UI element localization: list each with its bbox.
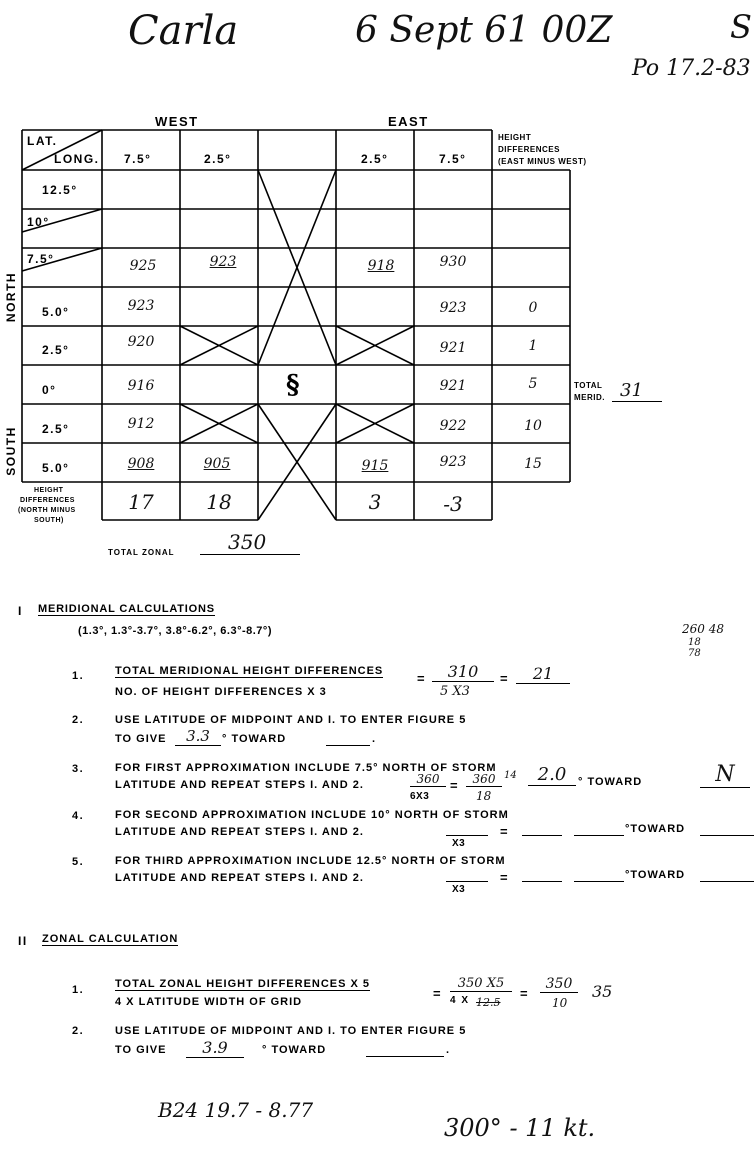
col-west-7-5: 7.5° xyxy=(124,152,152,166)
step-number: 2. xyxy=(72,714,85,726)
hw-fraction-denominator: 12.5 xyxy=(476,996,501,1009)
ew-diff-header-1: HEIGHT xyxy=(498,133,532,142)
zonal-step-2-line2c: . xyxy=(446,1044,451,1056)
total-merid-label-2: MERID. xyxy=(574,393,605,402)
step-number: 4. xyxy=(72,810,85,822)
cell-value: 923 xyxy=(127,298,155,314)
blank-degrees[interactable] xyxy=(574,823,624,836)
ew-diff: 1 xyxy=(528,338,538,354)
cell-value: 921 xyxy=(439,340,467,356)
ns-diff-label-1: HEIGHT xyxy=(34,487,64,494)
east-label: EAST xyxy=(388,114,429,129)
corner-mark: S xyxy=(730,8,752,46)
step-number: 2. xyxy=(72,1025,85,1037)
equals: = xyxy=(433,986,443,1001)
zonal-step-2-line2a: TO GIVE xyxy=(115,1044,167,1056)
zonal-step-2-line2b: ° TOWARD xyxy=(262,1044,327,1056)
cell-value: 923 xyxy=(439,454,467,470)
cell-value: 908 xyxy=(127,456,155,472)
row-lat: 0° xyxy=(42,383,57,397)
section-i-title: MERIDIONAL CALCULATIONS xyxy=(38,603,215,615)
cell-value: 930 xyxy=(439,254,467,270)
zonal-denominator-prefix: 4 X xyxy=(450,995,470,1006)
section-ii-title: ZONAL CALCULATION xyxy=(42,933,179,945)
ew-diff: 0 xyxy=(528,300,538,316)
step-4-denominator: X3 xyxy=(452,838,466,849)
step-3-line2: LATITUDE AND REPEAT STEPS I. AND 2. xyxy=(115,779,364,791)
south-label: SOUTH xyxy=(3,426,18,476)
total-zonal-value: 350 xyxy=(200,530,300,555)
hw-fraction-numerator: 360 xyxy=(410,772,446,787)
blank-numerator[interactable] xyxy=(446,823,488,836)
row-lat: 5.0° xyxy=(42,461,70,475)
hw-answer: 2.0 xyxy=(528,764,576,786)
step-1-numerator: TOTAL MERIDIONAL HEIGHT DIFFERENCES xyxy=(115,665,384,677)
margin-note: 18 xyxy=(688,637,701,648)
long-header: LONG. xyxy=(54,152,100,166)
ns-diff: 3 xyxy=(368,490,382,514)
row-lat: 7.5° xyxy=(27,252,55,266)
section-i-ranges: (1.3°, 1.3°-3.7°, 3.8°-6.2°, 6.3°-8.7°) xyxy=(78,625,272,637)
blank-direction[interactable] xyxy=(700,869,754,882)
hw-result-denominator: 18 xyxy=(476,789,492,803)
cell-value: 920 xyxy=(127,334,155,350)
row-lat: 5.0° xyxy=(42,305,70,319)
equals: = xyxy=(417,671,427,686)
blank-direction[interactable] xyxy=(366,1044,444,1057)
row-lat: 2.5° xyxy=(42,422,70,436)
col-east-7-5: 7.5° xyxy=(439,152,467,166)
hw-result-numerator: 360 xyxy=(466,772,502,787)
cell-value: 915 xyxy=(361,458,389,474)
step-5-line1: FOR THIRD APPROXIMATION INCLUDE 12.5° NORTH OF STORM xyxy=(115,855,506,867)
ew-diff: 15 xyxy=(524,456,542,472)
ew-diff: 10 xyxy=(524,418,542,434)
step-3-toward: ° TOWARD xyxy=(578,776,643,788)
hw-value: 3.9 xyxy=(186,1038,244,1058)
cell-value: 916 xyxy=(127,378,155,394)
zonal-step-2-line1: USE LATITUDE OF MIDPOINT AND I. TO ENTER FIGURE 5 xyxy=(115,1025,467,1037)
total-merid-value: 31 xyxy=(612,380,662,402)
hw-fraction-numerator: 310 xyxy=(432,662,494,682)
step-2-line2a: TO GIVE xyxy=(115,733,167,745)
equals: = xyxy=(500,870,510,885)
hw-result-denominator: 10 xyxy=(552,996,568,1010)
step-2-line2b: ° TOWARD xyxy=(222,733,287,745)
height-grid xyxy=(0,0,754,560)
row-lat: 2.5° xyxy=(42,343,70,357)
ns-diff: 18 xyxy=(206,490,232,514)
ns-diff-label-2: DIFFERENCES xyxy=(20,497,75,504)
section-ii-roman: II xyxy=(18,934,28,948)
blank-direction[interactable] xyxy=(326,732,370,746)
step-2-line2c: . xyxy=(372,733,377,745)
col-west-2-5: 2.5° xyxy=(204,152,232,166)
hw-fraction-numerator: 350 X5 xyxy=(450,976,512,992)
hw-result-final: 35 xyxy=(592,982,613,1001)
total-merid-label-1: TOTAL xyxy=(574,381,603,390)
step-1-denominator: NO. OF HEIGHT DIFFERENCES X 3 xyxy=(115,686,327,698)
hw-result-numerator: 350 xyxy=(540,976,578,993)
step-4-line1: FOR SECOND APPROXIMATION INCLUDE 10° NORTH OF STORM xyxy=(115,809,509,821)
cell-value: 922 xyxy=(439,418,467,434)
step-number: 3. xyxy=(72,763,85,775)
storm-name: Carla xyxy=(128,8,239,54)
step-2-line1: USE LATITUDE OF MIDPOINT AND I. TO ENTER FIGURE 5 xyxy=(115,714,467,726)
storm-symbol: § xyxy=(286,370,300,400)
margin-note: 78 xyxy=(688,648,701,659)
ew-diff-header-3: (EAST MINUS WEST) xyxy=(498,157,587,166)
step-5-toward: °TOWARD xyxy=(625,869,686,881)
blank-direction[interactable] xyxy=(700,823,754,836)
hw-result-secondary: 14 xyxy=(504,770,517,781)
hw-result: 21 xyxy=(516,664,570,684)
equals: = xyxy=(500,824,510,839)
ns-diff-label-3: (NORTH MINUS xyxy=(18,507,76,514)
reference-note: Po 17.2-83 xyxy=(632,56,751,81)
cell-value: 905 xyxy=(203,456,231,472)
lat-header: LAT. xyxy=(27,134,58,148)
ns-diff: -3 xyxy=(443,492,463,516)
cell-value: 923 xyxy=(439,300,467,316)
equals: = xyxy=(450,778,460,793)
row-lat: 10° xyxy=(27,215,50,229)
col-east-2-5: 2.5° xyxy=(361,152,389,166)
west-label: WEST xyxy=(155,114,199,129)
step-4-line2: LATITUDE AND REPEAT STEPS I. AND 2. xyxy=(115,826,364,838)
step-number: 1. xyxy=(72,984,85,996)
step-number: 5. xyxy=(72,856,85,868)
hw-direction: N xyxy=(700,762,750,788)
step-number: 1. xyxy=(72,670,85,682)
ew-diff: 5 xyxy=(528,376,538,392)
footer-note-b24: B24 19.7 - 8.77 xyxy=(158,1098,314,1122)
total-zonal-label: TOTAL ZONAL xyxy=(108,548,175,557)
equals: = xyxy=(520,986,530,1001)
section-i-roman: I xyxy=(18,604,23,618)
cell-value: 921 xyxy=(439,378,467,394)
blank-degrees[interactable] xyxy=(574,869,624,882)
step-4-toward: °TOWARD xyxy=(625,823,686,835)
zonal-step-1-numerator: TOTAL ZONAL HEIGHT DIFFERENCES X 5 xyxy=(115,978,371,990)
blank-numerator[interactable] xyxy=(446,869,488,882)
date-time: 6 Sept 61 00Z xyxy=(355,10,613,51)
step-5-line2: LATITUDE AND REPEAT STEPS I. AND 2. xyxy=(115,872,364,884)
cell-value: 925 xyxy=(129,258,157,274)
margin-note: 260 48 xyxy=(682,622,724,636)
step-3-line1: FOR FIRST APPROXIMATION INCLUDE 7.5° NORTH OF STORM xyxy=(115,762,497,774)
cell-value: 912 xyxy=(127,416,155,432)
equals: = xyxy=(500,671,510,686)
hw-fraction-denominator: 5 X3 xyxy=(440,684,470,699)
blank-result[interactable] xyxy=(522,823,562,836)
step-3-denominator: 6X3 xyxy=(410,791,430,802)
blank-result[interactable] xyxy=(522,869,562,882)
row-lat: 12.5° xyxy=(42,183,78,197)
footer-note-motion: 300° - 11 kt. xyxy=(444,1114,596,1142)
step-5-denominator: X3 xyxy=(452,884,466,895)
zonal-step-1-denominator: 4 X LATITUDE WIDTH OF GRID xyxy=(115,996,303,1008)
ns-diff: 17 xyxy=(128,490,154,514)
cell-value: 923 xyxy=(209,254,237,270)
hw-value: 3.3 xyxy=(175,727,221,746)
cell-value: 918 xyxy=(367,258,395,274)
north-label: NORTH xyxy=(4,271,19,323)
ns-diff-label-4: SOUTH) xyxy=(34,517,64,524)
ew-diff-header-2: DIFFERENCES xyxy=(498,145,560,154)
